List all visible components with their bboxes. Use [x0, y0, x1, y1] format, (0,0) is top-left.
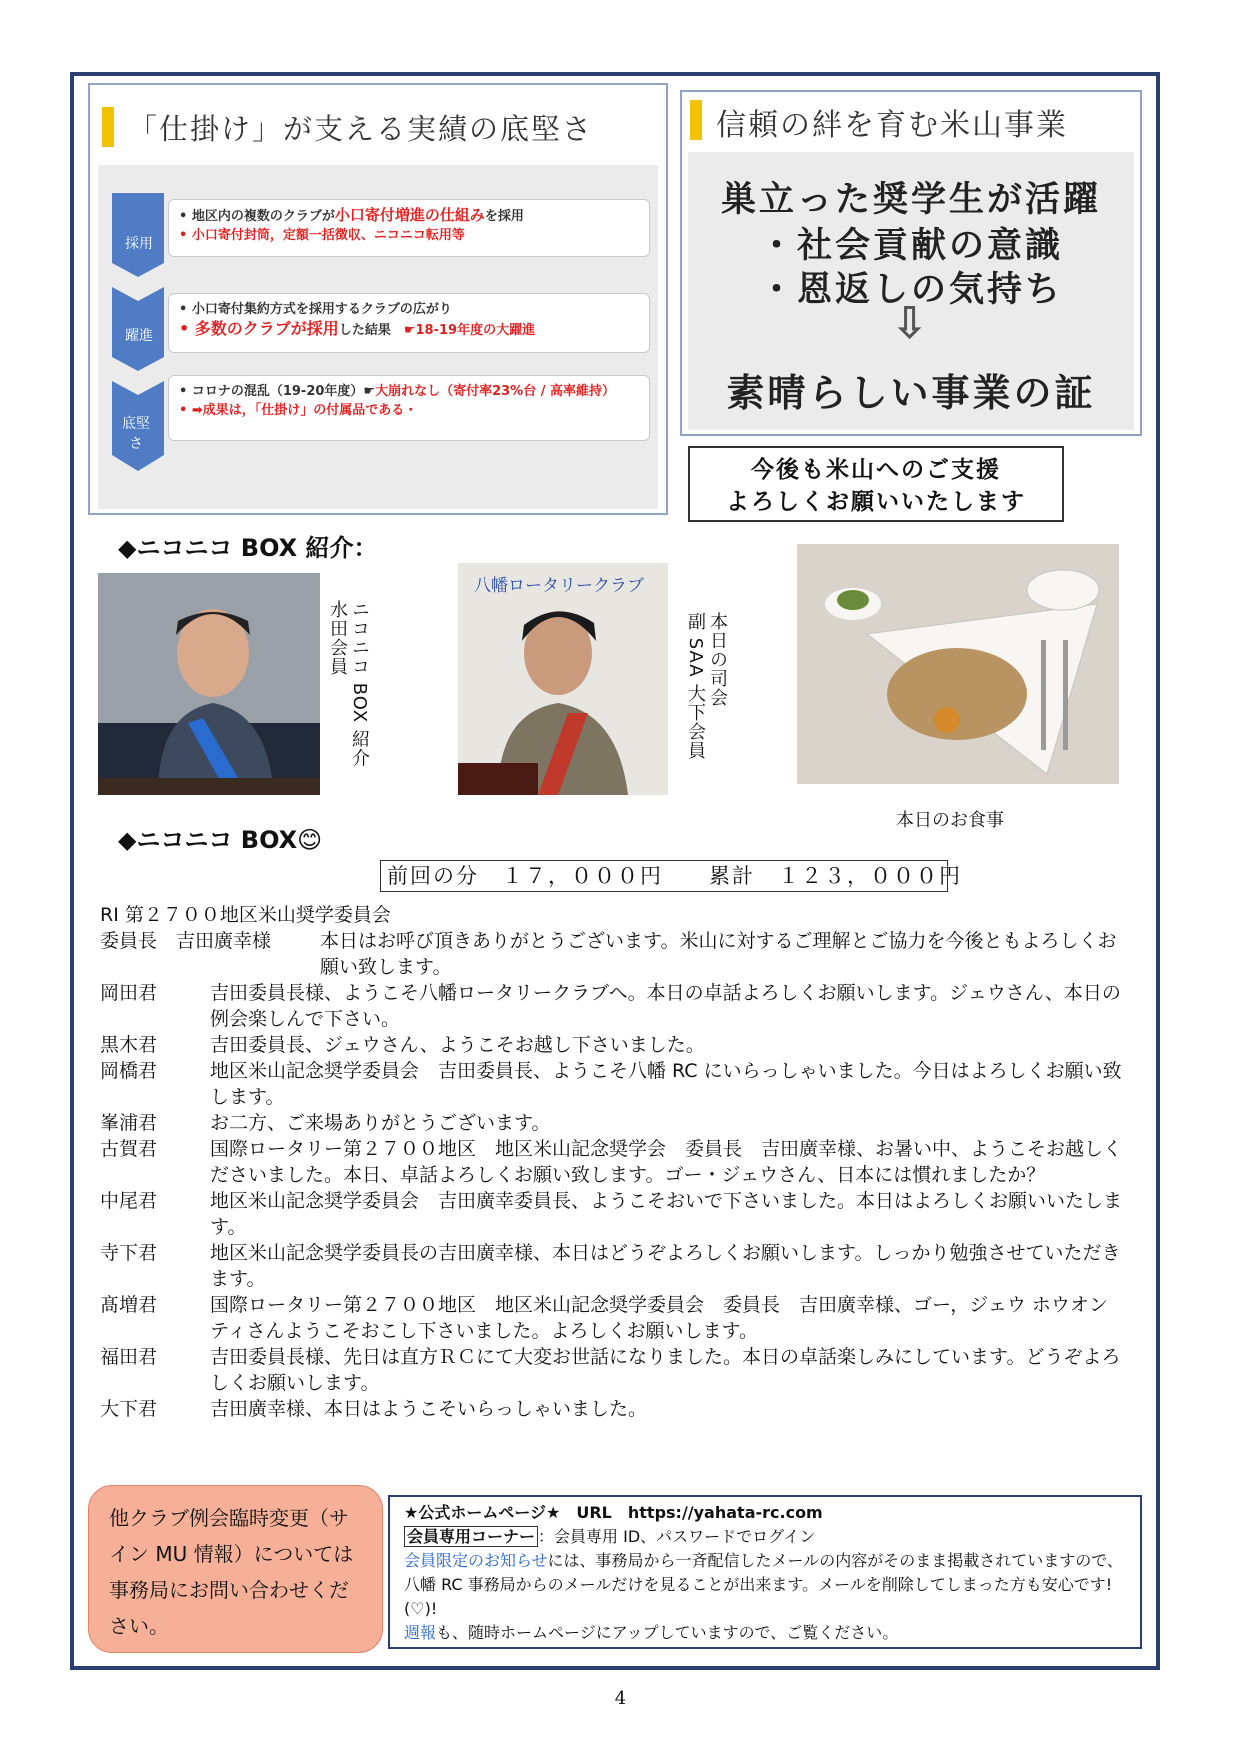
- stage-text: を採用: [484, 209, 524, 224]
- weekly-label: 週報: [404, 1623, 437, 1642]
- message-author: 寺下君: [100, 1242, 158, 1264]
- stage-label-adopt: 採用: [125, 236, 153, 252]
- stage-highlight: 小口寄付増進の仕組み: [334, 206, 485, 224]
- stage-box-adopt: [168, 199, 650, 257]
- message-text: 吉田委員長、ジェウさん、ようこそお越し下さいました。: [210, 1034, 705, 1056]
- caption-line: ニコニコ BOX 紹介: [349, 600, 370, 768]
- homepage-title[interactable]: ★公式ホームページ★ URL https://yahata-rc.com: [404, 1503, 823, 1522]
- photo-mizuta: [98, 573, 320, 795]
- stage-text: • 地区内の複数のクラブが: [179, 209, 335, 224]
- message-author: 峯浦君: [100, 1112, 158, 1134]
- message-text: 吉田廣幸様、本日はようこそいらっしゃいました。: [210, 1398, 648, 1420]
- message-text: 国際ロータリー第２７００地区 地区米山記念奨学会 委員長 吉田廣幸様、お暑い中、ようこそお越しくださいました。本日、卓話よろしくお願い致します。ゴー・ジェウさん、日本には慣れましたか？: [210, 1138, 1123, 1186]
- list-item: [100, 1344, 1130, 1396]
- stage-highlight: • 多数のクラブが採用: [179, 319, 339, 338]
- caption-line: 本日の司会: [707, 612, 728, 707]
- message-text: 国際ロータリー第２７００地区 地区米山記念奨学委員会 委員長 吉田廣幸様、ゴー，ジェウ ホウオン ティさんようこそおこし下さいました。よろしくお願いします。: [210, 1294, 1108, 1342]
- message-text: お二方、ご来場ありがとうございます。: [210, 1112, 551, 1134]
- member-corner-label: 会員専用コーナー: [404, 1526, 538, 1547]
- stage-highlight: • ➡成果は，「仕掛け」の付属品である・: [179, 403, 418, 418]
- photo3-caption: 本日のお食事: [896, 810, 1004, 831]
- message-text: 地区米山記念奨学委員長の吉田廣幸様、本日はどうぞよろしくお願いします。しっかり勉強させていただきます。: [210, 1242, 1121, 1290]
- slide-yoneyama: [680, 90, 1142, 436]
- stage-box-solid: [168, 375, 650, 441]
- support-line: よろしくお願いいたします: [726, 489, 1026, 515]
- speaker-photo: [98, 573, 320, 795]
- stage-box-leap: [168, 293, 650, 353]
- photo-meal: [797, 544, 1119, 784]
- support-box: [688, 446, 1064, 522]
- caption-line: 副 SAA 大下会員: [685, 612, 706, 761]
- message-author: 髙増君: [100, 1294, 158, 1316]
- support-line: 今後も米山へのご支援: [751, 457, 1001, 483]
- caption-line: 水田会員: [327, 600, 348, 676]
- list-item: [100, 1396, 1130, 1422]
- nikoniko-box-heading: ◆ニコニコ BOX😊: [118, 826, 323, 854]
- photo1-caption: [326, 600, 370, 800]
- mc-photo: [458, 563, 668, 795]
- message-text: 吉田委員長様、ようこそ八幡ロータリークラブへ。本日の卓話よろしくお願いします。ジェウさん、本日の例会楽しんで下さい。: [210, 982, 1121, 1030]
- stage-highlight: 大崩れなし（寄付率23%台 / 高率維持）: [375, 384, 615, 399]
- message-text: 地区米山記念奨学委員会 吉田廣幸委員長、ようこそおいで下さいました。本日はよろしくお願いいたします。: [210, 1190, 1123, 1238]
- member-corner-text: ：会員専用 ID、パスワードでログイン: [538, 1527, 816, 1546]
- message-line: ・社会貢献の意識: [758, 226, 1063, 266]
- list-item: [100, 1240, 1130, 1292]
- list-item: [100, 1292, 1130, 1344]
- yellow-marker: [102, 107, 114, 147]
- list-item: [100, 1136, 1130, 1188]
- stage-highlight: ☛18-19年度の大躍進: [403, 323, 536, 338]
- message-text: 本日はお呼び頂きありがとうございます。米山に対するご理解とご協力を今後ともよろしくお願い致します。: [320, 930, 1117, 978]
- messages-header: RI 第２７００地区米山奨学委員会: [100, 904, 391, 926]
- list-item: [100, 1058, 1130, 1110]
- amount-box: 前回の分 １７，０００円 累計 １２３，０００円: [380, 860, 948, 892]
- photo-oshita: [458, 563, 668, 795]
- list-item: [100, 980, 1130, 1032]
- message-line: ・恩返しの気持ち: [758, 270, 1063, 310]
- down-arrow-icon: ⇩: [891, 298, 931, 349]
- list-item: [100, 1110, 1130, 1136]
- message-author: 大下君: [100, 1398, 158, 1420]
- list-item: [100, 928, 1130, 980]
- meal-photo: [797, 544, 1119, 784]
- stage-label-solid: 底堅さ: [122, 416, 150, 452]
- page-number: 4: [614, 1688, 627, 1709]
- stage-text: • コロナの混乱（19-20年度）☛: [179, 384, 376, 399]
- homepage-box: [388, 1495, 1142, 1649]
- member-notice-text: には、事務局から一斉配信したメールの内容がそのまま掲載されていますので、八幡 RC 事務局からのメールだけを見ることが出来ます。メールを削除してしまった方も安心です!(♡)!: [404, 1551, 1123, 1618]
- message-text: 地区米山記念奨学委員会 吉田委員長、ようこそ八幡 RC にいらっしゃいました。今日はよろしくお願い致します。: [210, 1060, 1122, 1108]
- stage-text: • 小口寄付封筒，定額一括徴収、ニコニコ転用等: [179, 228, 465, 243]
- message-text: 吉田委員長様、先日は直方ＲＣにて大変お世話になりました。本日の卓話楽しみにしています。どうぞよろしくお願いします。: [210, 1346, 1121, 1394]
- nikoniko-intro-heading: ◆ニコニコ BOX 紹介：: [118, 534, 378, 562]
- message-line: 素晴らしい事業の証: [726, 371, 1096, 415]
- stage-text: • 小口寄付集約方式を採用するクラブの広がり: [179, 302, 452, 317]
- message-list: [100, 902, 1130, 1422]
- message-author: 岡田君: [100, 982, 158, 1004]
- other-club-notice: 他クラブ例会臨時変更（サイン MU 情報）については事務局にお問い合わせください。: [88, 1485, 383, 1653]
- slide-left-title: 「仕掛け」が支える実績の底堅さ: [128, 112, 594, 146]
- message-author: 委員長 吉田廣幸様: [100, 930, 272, 952]
- slide-right-title: 信頼の絆を育む米山事業: [716, 108, 1068, 143]
- stage-text: した結果: [338, 323, 391, 338]
- photo2-caption: [684, 612, 728, 812]
- message-author: 中尾君: [100, 1190, 158, 1212]
- photo2-banner: 八幡ロータリークラブ: [474, 576, 644, 596]
- message-line: 巣立った奨学生が活躍: [720, 180, 1101, 220]
- message-author: 福田君: [100, 1346, 158, 1368]
- yellow-marker: [690, 100, 702, 140]
- list-item: [100, 1032, 1130, 1058]
- member-notice-label: 会員限定のお知らせ: [404, 1551, 548, 1570]
- list-item: [100, 1188, 1130, 1240]
- message-author: 古賀君: [100, 1138, 158, 1160]
- stage-label-leap: 躍進: [125, 328, 153, 344]
- weekly-text: も、随時ホームページにアップしていますので、ご覧ください。: [436, 1623, 899, 1642]
- message-author: 黒木君: [100, 1034, 158, 1056]
- slide-achievements: [88, 83, 668, 515]
- message-author: 岡橋君: [100, 1060, 158, 1082]
